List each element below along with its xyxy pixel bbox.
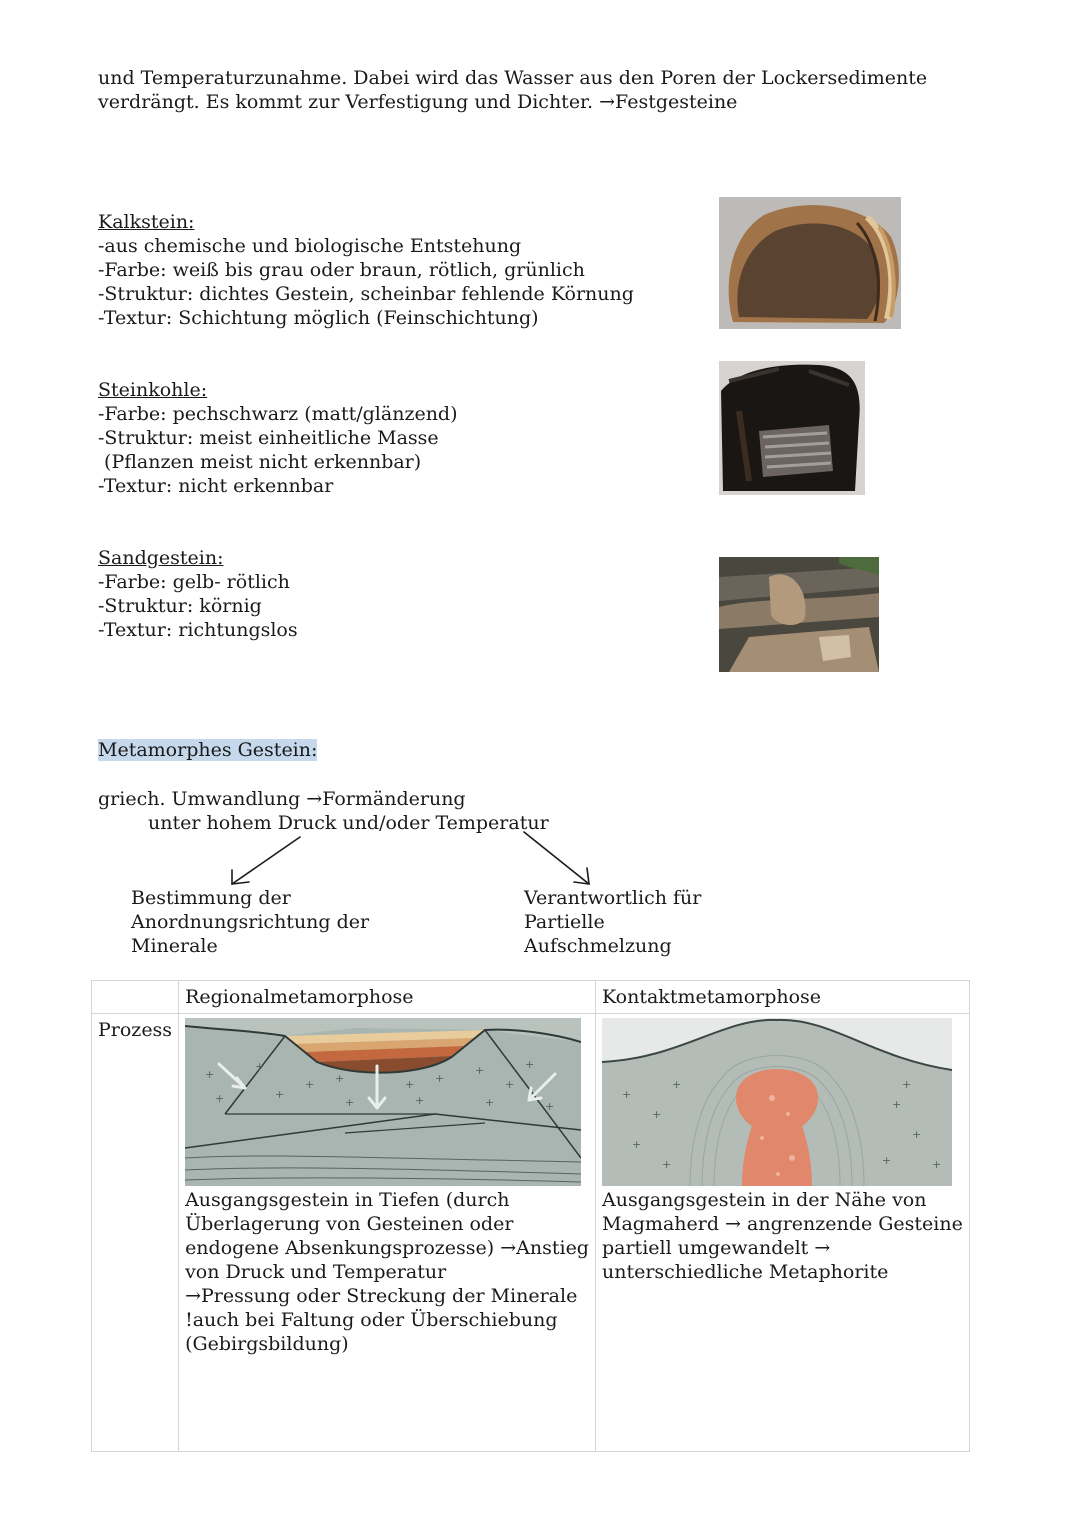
- svg-text:+: +: [631, 1138, 642, 1151]
- metamorph-heading-text: Metamorphes Gestein:: [98, 739, 318, 761]
- svg-text:+: +: [671, 1078, 682, 1091]
- rock-line: (Pflanzen meist nicht erkennbar): [98, 451, 422, 473]
- regional-text-line: endogene Absenkungsprozesse) →Anstieg: [185, 1237, 589, 1259]
- svg-text:+: +: [205, 1068, 215, 1081]
- cell-contact: [595, 1014, 969, 1452]
- contact-text-line: unterschiedliche Metaphorite: [601, 1261, 889, 1283]
- regional-text-line: →Pressung oder Streckung der Minerale: [185, 1285, 578, 1307]
- svg-text:+: +: [891, 1098, 902, 1111]
- svg-text:+: +: [505, 1078, 515, 1091]
- svg-text:+: +: [621, 1088, 632, 1101]
- contact-text-line: Magmaherd → angrenzende Gesteine: [601, 1213, 963, 1235]
- svg-text:+: +: [275, 1088, 285, 1101]
- svg-text:+: +: [435, 1072, 445, 1085]
- regional-text-line: !auch bei Faltung oder Überschiebung: [185, 1309, 558, 1331]
- left-arrow-shaft: [232, 837, 300, 884]
- svg-text:+: +: [931, 1158, 942, 1171]
- svg-text:+: +: [545, 1100, 555, 1113]
- rock-line: -Farbe: gelb- rötlich: [98, 571, 290, 593]
- svg-text:+: +: [345, 1096, 355, 1109]
- svg-text:+: +: [215, 1092, 225, 1105]
- rock-line: -Struktur: meist einheitliche Masse: [98, 427, 439, 449]
- left-branch-line: Bestimmung der: [131, 887, 291, 909]
- left-branch: [131, 886, 369, 958]
- header-regional: Regionalmetamorphose: [179, 981, 596, 1014]
- rock-title: Sandgestein:: [98, 547, 224, 569]
- right-branch-line: Verantwortlich für: [524, 887, 702, 909]
- contact-text-line: Ausgangsgestein in der Nähe von: [601, 1189, 927, 1211]
- right-branch-line: Partielle: [524, 911, 605, 933]
- rock-line: -Textur: Schichtung möglich (Feinschichtung): [98, 307, 539, 329]
- rock-line: -Textur: richtungslos: [98, 619, 298, 641]
- metamorph-line-2: unter hohem Druck und/oder Temperatur: [148, 812, 549, 834]
- svg-text:+: +: [901, 1078, 912, 1091]
- svg-text:+: +: [305, 1078, 315, 1091]
- contact-text-line: partiell umgewandelt →: [601, 1237, 831, 1259]
- left-branch-line: Anordnungsrichtung der: [131, 911, 370, 933]
- left-branch-line: Minerale: [131, 935, 218, 957]
- right-branch-line: Aufschmelzung: [524, 935, 672, 957]
- regional-text-line: von Druck und Temperatur: [185, 1261, 447, 1283]
- rock-title: Steinkohle:: [98, 379, 208, 401]
- svg-text:+: +: [881, 1154, 892, 1167]
- svg-text:+: +: [335, 1072, 345, 1085]
- rock-line: -Textur: nicht erkennbar: [98, 475, 334, 497]
- svg-text:+: +: [475, 1064, 485, 1077]
- rock-line: -Farbe: pechschwarz (matt/glänzend): [98, 403, 458, 425]
- regional-text-line: (Gebirgsbildung): [185, 1333, 349, 1355]
- svg-text:+: +: [911, 1128, 922, 1141]
- right-branch: [524, 886, 701, 958]
- metamorphose-table: [91, 980, 970, 1452]
- cell-regional: [179, 1014, 596, 1452]
- header-contact: Kontaktmetamorphose: [595, 981, 969, 1014]
- rock-line: -Struktur: dichtes Gestein, scheinbar fehlende Körnung: [98, 283, 634, 305]
- rock-title: Kalkstein:: [98, 211, 195, 233]
- regional-text-line: Ausgangsgestein in Tiefen (durch: [185, 1189, 510, 1211]
- svg-text:+: +: [525, 1058, 535, 1071]
- svg-text:+: +: [485, 1096, 495, 1109]
- regional-text-line: Überlagerung von Gesteinen oder: [185, 1213, 514, 1235]
- row-label-prozess: Prozess: [92, 1014, 179, 1452]
- right-arrow-shaft: [524, 832, 589, 884]
- intro-line-2: verdrängt. Es kommt zur Verfestigung und Dichter. →Festgesteine: [98, 91, 738, 113]
- intro-line-1: und Temperaturzunahme. Dabei wird das Wasser aus den Poren der Lockersedimente: [98, 67, 928, 89]
- metamorph-line-1: griech. Umwandlung →Formänderung: [98, 788, 466, 810]
- svg-text:+: +: [651, 1108, 662, 1121]
- svg-text:+: +: [405, 1078, 415, 1091]
- rock-line: -aus chemische und biologische Entstehung: [98, 235, 522, 257]
- regional-diagram: [185, 1018, 581, 1186]
- contact-diagram: [602, 1018, 952, 1186]
- table-corner: [92, 981, 179, 1014]
- svg-text:+: +: [255, 1060, 265, 1073]
- svg-text:+: +: [415, 1094, 425, 1107]
- rock-line: -Struktur: körnig: [98, 595, 262, 617]
- rock-line: -Farbe: weiß bis grau oder braun, rötlich, grünlich: [98, 259, 585, 281]
- svg-text:+: +: [661, 1158, 672, 1171]
